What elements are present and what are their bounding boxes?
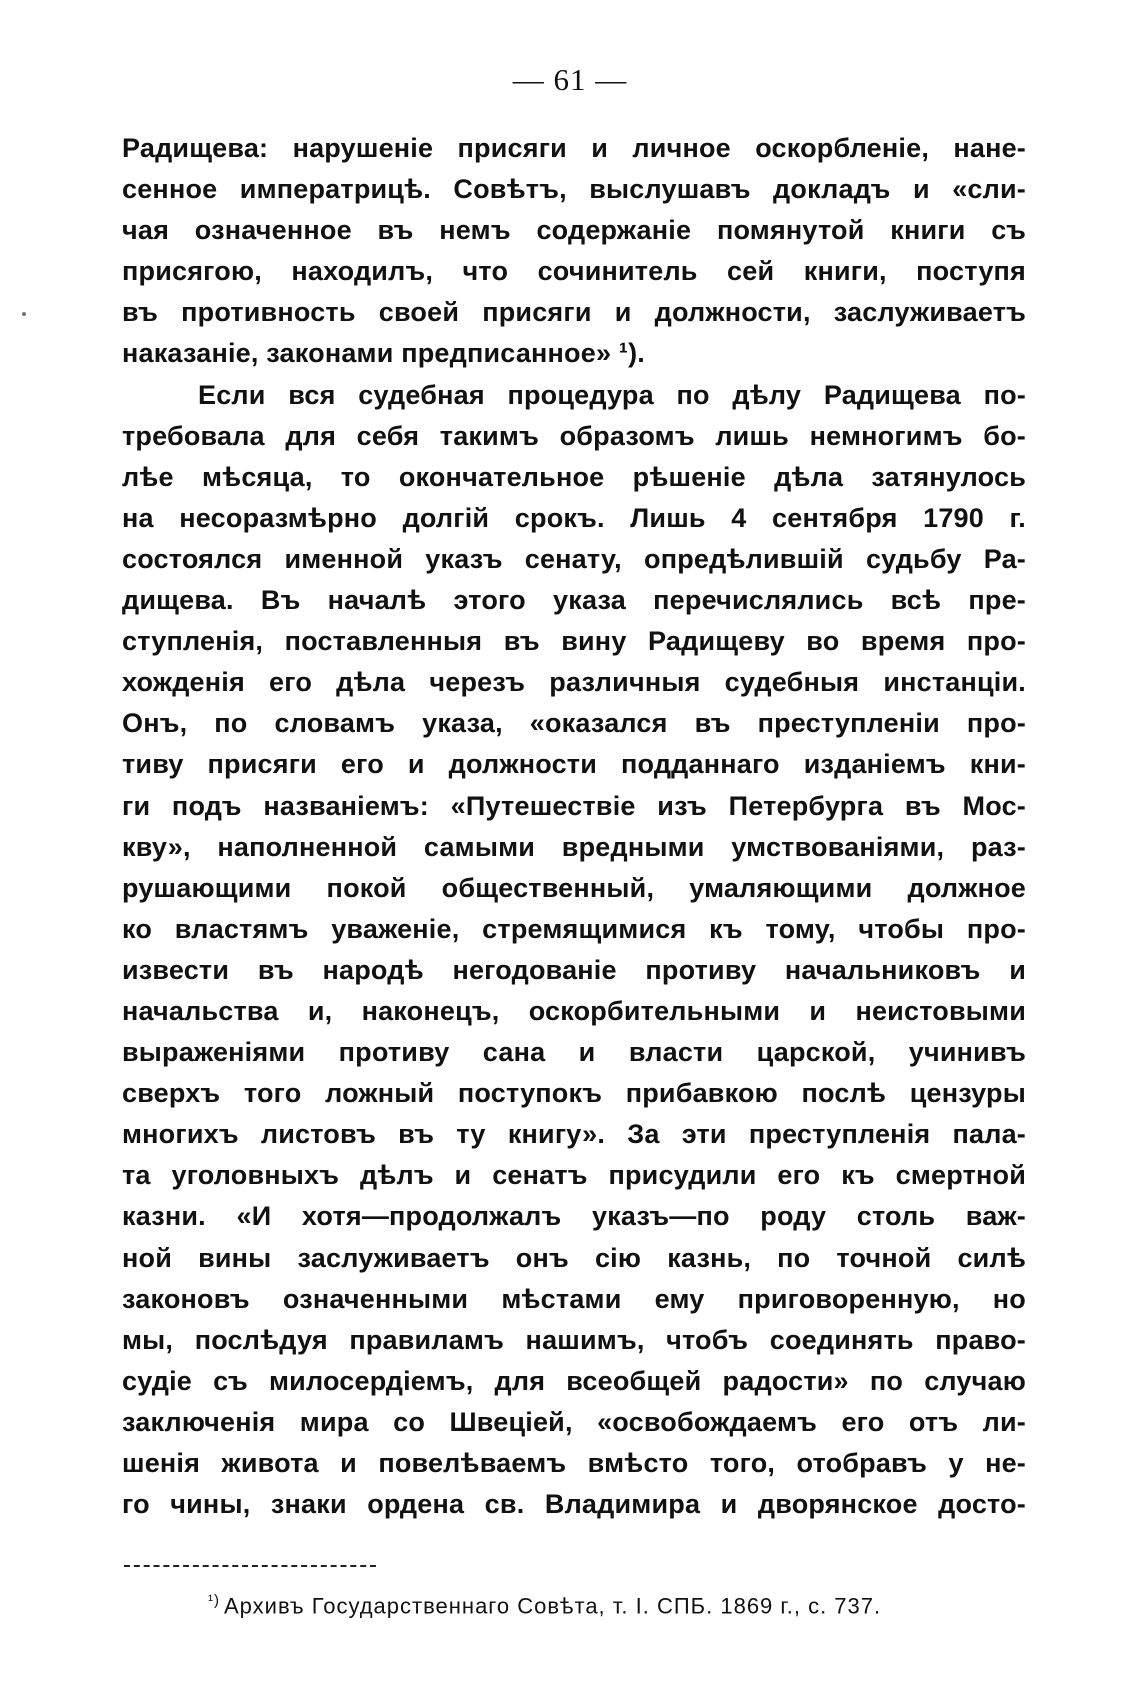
text-line: многихъ листовъ въ ту книгу». За эти преступленія пала- xyxy=(122,1119,1026,1150)
text-line: ступленія, поставленныя въ вину Радищеву во время про- xyxy=(122,626,1026,657)
text-line: хожденія его дѣла черезъ различныя судебныя инстанціи. xyxy=(122,667,1026,698)
text-line: законовъ означенными мѣстами ему приговоренную, но xyxy=(122,1283,1026,1314)
footnote-divider xyxy=(124,1565,376,1567)
text-line: ги подъ названіемъ: «Путешествіе изъ Петербурга въ Мос- xyxy=(122,790,1026,821)
footnote-mark: ¹) xyxy=(208,1592,220,1609)
text-line: казни. «И хотя—продолжалъ указъ—по роду столь важ- xyxy=(122,1201,1026,1232)
text-line: та уголовныхъ дѣлъ и сенатъ присудили его къ смертной xyxy=(122,1160,1026,1191)
text-line: присягою, находилъ, что сочинитель сей книги, поступя xyxy=(122,256,1026,287)
text-line: ко властямъ уваженіе, стремящимися къ тому, чтобы про- xyxy=(122,913,1026,944)
text-line: го чины, знаки ордена св. Владимира и дворянское досто- xyxy=(122,1489,1026,1520)
text-line: ной вины заслуживаетъ онъ сію казнь, по точной силѣ xyxy=(122,1242,1026,1273)
text-line: наказаніе, законами предписанное» ¹). xyxy=(122,338,645,369)
text-line: рушающими покой общественный, умаляющими должное xyxy=(122,872,1026,903)
text-line: сенное императрицѣ. Совѣтъ, выслушавъ докладъ и «сли- xyxy=(122,174,1026,205)
text-line: мы, послѣдуя правиламъ нашимъ, чтобъ соединять право- xyxy=(122,1324,1026,1355)
text-line: чая означенное въ немъ содержаніе помянутой книги съ xyxy=(122,215,1026,246)
text-line: сверхъ того ложный поступокъ прибавкою послѣ цензуры xyxy=(122,1078,1026,1109)
page-number: — 61 — xyxy=(512,62,628,97)
text-line: заключенія мира со Швеціей, «освобождаемъ его отъ ли- xyxy=(122,1406,1026,1437)
text-line: состоялся именной указъ сенату, опредѣлившій судьбу Ра- xyxy=(122,543,1026,574)
text-line: выраженіями противу сана и власти царской, учинивъ xyxy=(122,1037,1026,1068)
text-line: судіе съ милосердіемъ, для всеобщей радости» по случаю xyxy=(122,1365,1026,1396)
text-line: кву», наполненной самыми вредными умствованіями, раз- xyxy=(122,831,1026,862)
text-line: шенія живота и повелѣваемъ вмѣсто того, отобравъ у не- xyxy=(122,1448,1026,1478)
body-text xyxy=(122,128,1026,1525)
text-line: лѣе мѣсяца, то окончательное рѣшеніе дѣла затянулось xyxy=(122,461,1026,492)
scan-speck xyxy=(22,312,26,316)
text-line: Радищева: нарушеніе присяги и личное оскорбленіе, нане- xyxy=(122,133,1026,163)
text-line: извести въ народѣ негодованіе противу начальниковъ и xyxy=(122,954,1026,985)
text-line: начальства и, наконецъ, оскорбительными и неистовыми xyxy=(122,995,1026,1026)
paragraph-start-line: Если вся судебная процедура по дѣлу Радищева по- xyxy=(198,379,1026,410)
text-line: дищева. Въ началѣ этого указа перечислялись всѣ пре- xyxy=(122,585,1026,616)
text-line: требовала для себя такимъ образомъ лишь немногимъ бо- xyxy=(122,420,1026,451)
text-line: на несоразмѣрно долгій срокъ. Лишь 4 сентября 1790 г. xyxy=(122,502,1026,533)
footnote-text: Архивъ Государственнаго Совѣта, т. I. СПБ. 1869 г., с. 737. xyxy=(224,1593,882,1619)
text-line: тиву присяги его и должности подданнаго изданіемъ кни- xyxy=(122,749,1026,780)
footnote xyxy=(208,1592,1028,1619)
text-line: въ противность своей присяги и должности, заслуживаетъ xyxy=(122,297,1026,328)
text-line: Онъ, по словамъ указа, «оказался въ преступленіи про- xyxy=(122,708,1026,739)
